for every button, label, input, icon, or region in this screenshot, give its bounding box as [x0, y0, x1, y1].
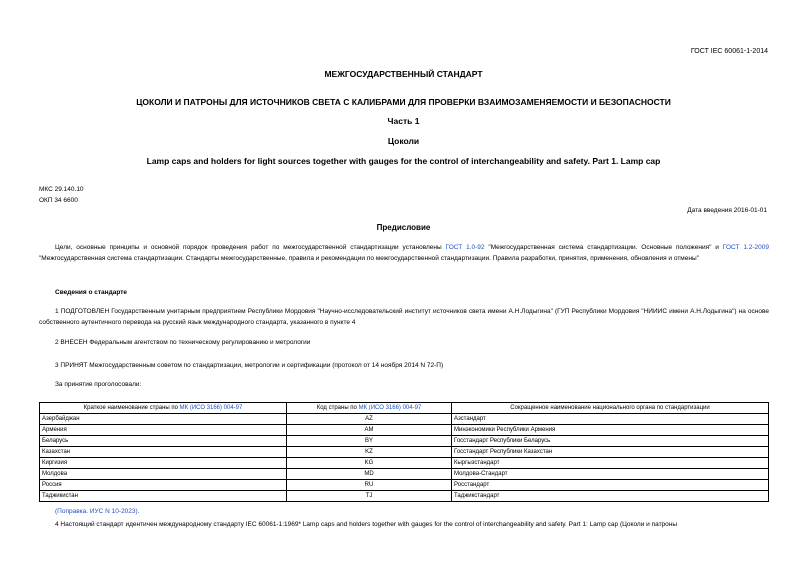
table-row [40, 436, 769, 447]
item-3-adopted: 3 ПРИНЯТ Межгосударственным советом по стандартизации, метрологии и сертификации (протокол от 14 ноября 2014 N 72-П) [55, 362, 444, 369]
mk-iso-link[interactable]: МК (ИСО 3166) 004-97 [358, 405, 422, 411]
body-cell: Минэкономики Республики Армения [452, 425, 769, 436]
column-header-code: Код страны по МК (ИСО 3166) 004-97 [287, 403, 452, 414]
voted-label: За принятие проголосовали: [55, 381, 142, 388]
country-cell: Россия [40, 480, 287, 491]
subtitle-heading: Цоколи [387, 136, 420, 146]
part-heading: Часть 1 [387, 116, 420, 126]
item-4-identical: 4 Настоящий стандарт идентичен международному стандарту IEC 60061-1:1969* Lamp caps and holders together with gauges for the control of interchangeability and safety. Part 1: Lamp cap (Цоколи и патроны [55, 521, 678, 528]
item-2-submitted: 2 ВНЕСЕН Федеральным агентством по техническому регулированию и метрологии [55, 339, 311, 346]
table-row [40, 480, 769, 491]
country-cell: Киргизия [40, 458, 287, 469]
table-row [40, 414, 769, 425]
code-cell: TJ [287, 491, 452, 502]
country-cell: Молдова [40, 469, 287, 480]
body-cell: Молдова-Стандарт [452, 469, 769, 480]
standard-info-heading: Сведения о стандарте [55, 289, 128, 296]
table-row [40, 491, 769, 502]
table-header-row [40, 403, 769, 414]
table-row [40, 458, 769, 469]
table-row [40, 469, 769, 480]
country-cell: Беларусь [40, 436, 287, 447]
body-cell: Госстандарт Республики Казахстан [452, 447, 769, 458]
code-cell: KZ [287, 447, 452, 458]
preface-paragraph [39, 243, 769, 264]
code-cell: MD [287, 469, 452, 480]
gost-1-2-2009-link[interactable]: ГОСТ 1.2-2009 [722, 244, 769, 251]
countries-table [39, 402, 769, 502]
document-title: ЦОКОЛИ И ПАТРОНЫ ДЛЯ ИСТОЧНИКОВ СВЕТА С КАЛИБРАМИ ДЛЯ ПРОВЕРКИ ВЗАИМОЗАМЕНЯЕМОСТИ И БЕЗОПАСНОСТИ [136, 97, 671, 107]
item-1-prepared: 1 ПОДГОТОВЛЕН Государственным унитарным предприятием Республики Мордовия "Научно-исследовательский институт источников света имени А.Н.Лодыгина" (ГУП Республики Мордовия "НИИИС имени А.Н.Лодыгина") на основе собственного аутентичного перевода на русский язык международного стандарта, указанного в пункте 4 [39, 308, 769, 326]
preface-text-c: "Межгосударственная система стандартизации. Стандарты межгосударственные, правила и рекомендации по межгосударственной стандартизации. Правила разработки, принятия, применения, обновления и отмены" [39, 254, 699, 262]
code-cell: RU [287, 480, 452, 491]
table-row [40, 425, 769, 436]
code-cell: KG [287, 458, 452, 469]
preface-text-b: "Межгосударственная система стандартизации. Основные положения" и [484, 244, 723, 251]
introduction-date: Дата введения 2016-01-01 [687, 207, 767, 214]
preface-heading: Предисловие [376, 223, 431, 232]
column-header-body: Сокращенное наименование национального органа по стандартизации [452, 403, 769, 414]
country-cell: Казахстан [40, 447, 287, 458]
body-cell: Кыргызстандарт [452, 458, 769, 469]
country-cell: Армения [40, 425, 287, 436]
mk-iso-link[interactable]: МК (ИСО 3166) 004-97 [179, 405, 243, 411]
body-cell: Росстандарт [452, 480, 769, 491]
english-title: Lamp caps and holders for light sources together with gauges for the control of interchangeability and safety. Part 1. Lamp cap [146, 156, 661, 166]
standard-type-heading: МЕЖГОСУДАРСТВЕННЫЙ СТАНДАРТ [324, 69, 483, 79]
code-cell: AM [287, 425, 452, 436]
country-cell: Азербайджан [40, 414, 287, 425]
code-cell: AZ [287, 414, 452, 425]
correction-note-link[interactable]: (Поправка. ИУС N 10-2023). [55, 508, 140, 515]
okp-code: ОКП 34 6600 [39, 197, 78, 204]
table-row [40, 447, 769, 458]
country-cell: Таджикистан [40, 491, 287, 502]
body-cell: Таджикстандарт [452, 491, 769, 502]
document-code: ГОСТ IEC 60061-1-2014 [690, 48, 768, 55]
body-cell: Азстандарт [452, 414, 769, 425]
code-cell: BY [287, 436, 452, 447]
column-header-country: Краткое наименование страны по МК (ИСО 3166) 004-97 [40, 403, 287, 414]
mks-code: МКС 29.140.10 [39, 186, 84, 193]
body-cell: Госстандарт Республики Беларусь [452, 436, 769, 447]
preface-text-a: Цели, основные принципы и основной порядок проведения работ по межгосударственной стандартизации установлены [55, 244, 446, 251]
gost-1-0-92-link[interactable]: ГОСТ 1.0-92 [445, 244, 485, 251]
